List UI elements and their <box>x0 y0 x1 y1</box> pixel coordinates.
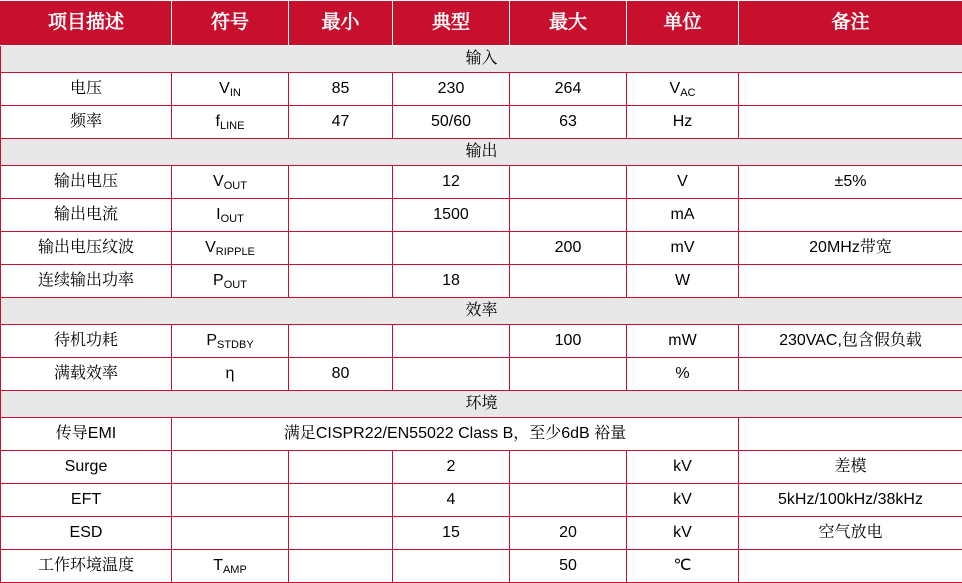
table-row <box>1 418 962 451</box>
cell-description: EFT <box>1 484 172 517</box>
cell-typ: 18 <box>393 265 510 298</box>
cell-remark <box>739 550 962 583</box>
cell-min <box>289 265 393 298</box>
column-header-min: 最小 <box>289 1 393 46</box>
cell-description: 输出电压纹波 <box>1 232 172 265</box>
cell-max <box>510 358 627 391</box>
column-header-remark: 备注 <box>739 1 962 46</box>
unit-main: % <box>675 365 689 382</box>
cell-remark <box>739 106 962 139</box>
unit-main: Hz <box>673 113 693 130</box>
cell-unit <box>627 199 739 232</box>
table-body <box>1 46 962 583</box>
table-row <box>1 265 962 298</box>
table-row <box>1 199 962 232</box>
symbol-main: T <box>213 557 223 574</box>
table-row <box>1 73 962 106</box>
table-row <box>1 358 962 391</box>
cell-description: Surge <box>1 451 172 484</box>
cell-description: 频率 <box>1 106 172 139</box>
cell-symbol <box>172 451 289 484</box>
cell-typ: 50/60 <box>393 106 510 139</box>
cell-max <box>510 166 627 199</box>
section-label: 输入 <box>1 46 962 73</box>
section-label: 输出 <box>1 139 962 166</box>
cell-typ <box>393 550 510 583</box>
cell-symbol <box>172 325 289 358</box>
cell-typ: 230 <box>393 73 510 106</box>
cell-max: 200 <box>510 232 627 265</box>
cell-symbol <box>172 358 289 391</box>
column-header-typ: 典型 <box>393 1 510 46</box>
cell-remark <box>739 73 962 106</box>
cell-min <box>289 484 393 517</box>
cell-max: 63 <box>510 106 627 139</box>
symbol-main: f <box>216 113 220 130</box>
symbol-main: P <box>206 332 217 349</box>
cell-unit <box>627 550 739 583</box>
table-row <box>1 517 962 550</box>
cell-description: 满载效率 <box>1 358 172 391</box>
symbol-subscript: IN <box>230 87 241 99</box>
symbol-main: I <box>216 206 220 223</box>
cell-unit <box>627 358 739 391</box>
section-row <box>1 298 962 325</box>
symbol-subscript: AMP <box>223 564 247 576</box>
cell-max <box>510 265 627 298</box>
cell-symbol <box>172 550 289 583</box>
cell-min <box>289 451 393 484</box>
cell-max: 264 <box>510 73 627 106</box>
cell-min <box>289 325 393 358</box>
cell-symbol <box>172 199 289 232</box>
cell-typ: 12 <box>393 166 510 199</box>
unit-main: kV <box>673 524 692 541</box>
cell-symbol <box>172 517 289 550</box>
symbol-main: P <box>213 272 224 289</box>
cell-description: 工作环境温度 <box>1 550 172 583</box>
cell-description: 传导EMI <box>1 418 172 451</box>
table-row <box>1 232 962 265</box>
cell-remark: 5kHz/100kHz/38kHz <box>739 484 962 517</box>
cell-description: 连续输出功率 <box>1 265 172 298</box>
table-header <box>1 1 962 46</box>
section-row <box>1 46 962 73</box>
cell-typ: 2 <box>393 451 510 484</box>
cell-description: 待机功耗 <box>1 325 172 358</box>
cell-min: 47 <box>289 106 393 139</box>
symbol-main: V <box>219 80 230 97</box>
unit-subscript: AC <box>680 87 695 99</box>
table-header-row <box>1 1 962 46</box>
symbol-subscript: OUT <box>224 279 247 291</box>
cell-unit <box>627 517 739 550</box>
cell-symbol <box>172 106 289 139</box>
symbol-main: V <box>213 173 224 190</box>
cell-min: 80 <box>289 358 393 391</box>
cell-typ: 15 <box>393 517 510 550</box>
cell-min <box>289 517 393 550</box>
cell-symbol <box>172 265 289 298</box>
cell-max <box>510 451 627 484</box>
table-row <box>1 166 962 199</box>
unit-main: mV <box>671 239 695 256</box>
cell-typ: 1500 <box>393 199 510 232</box>
cell-typ <box>393 358 510 391</box>
section-label: 环境 <box>1 391 962 418</box>
cell-unit <box>627 232 739 265</box>
cell-merged-value: 满足CISPR22/EN55022 Class B，至少6dB 裕量 <box>172 418 739 451</box>
cell-remark <box>739 358 962 391</box>
cell-remark <box>739 265 962 298</box>
cell-unit <box>627 451 739 484</box>
column-header-unit: 单位 <box>627 1 739 46</box>
table-row <box>1 484 962 517</box>
symbol-main: V <box>205 239 216 256</box>
cell-remark: ±5% <box>739 166 962 199</box>
cell-max: 50 <box>510 550 627 583</box>
cell-max: 20 <box>510 517 627 550</box>
table-row <box>1 325 962 358</box>
cell-min <box>289 199 393 232</box>
unit-main: ℃ <box>674 557 692 574</box>
cell-min <box>289 550 393 583</box>
unit-main: mW <box>668 332 696 349</box>
symbol-subscript: RIPPLE <box>216 246 255 258</box>
cell-min <box>289 232 393 265</box>
cell-description: 输出电流 <box>1 199 172 232</box>
cell-unit <box>627 325 739 358</box>
cell-description: 输出电压 <box>1 166 172 199</box>
cell-symbol <box>172 232 289 265</box>
cell-typ: 4 <box>393 484 510 517</box>
cell-description: ESD <box>1 517 172 550</box>
cell-remark: 空气放电 <box>739 517 962 550</box>
cell-max <box>510 199 627 232</box>
unit-main: kV <box>673 491 692 508</box>
cell-unit <box>627 106 739 139</box>
cell-remark: 20MHz带宽 <box>739 232 962 265</box>
table-row <box>1 106 962 139</box>
symbol-subscript: OUT <box>221 213 244 225</box>
section-row <box>1 391 962 418</box>
cell-symbol <box>172 166 289 199</box>
cell-symbol <box>172 484 289 517</box>
cell-unit <box>627 265 739 298</box>
section-label: 效率 <box>1 298 962 325</box>
column-header-symbol: 符号 <box>172 1 289 46</box>
unit-main: V <box>677 173 688 190</box>
unit-main: V <box>670 80 681 97</box>
cell-remark: 230VAC,包含假负载 <box>739 325 962 358</box>
cell-description: 电压 <box>1 73 172 106</box>
cell-typ <box>393 232 510 265</box>
cell-min <box>289 166 393 199</box>
column-header-max: 最大 <box>510 1 627 46</box>
cell-min: 85 <box>289 73 393 106</box>
symbol-subscript: LINE <box>220 120 244 132</box>
section-row <box>1 139 962 166</box>
cell-max: 100 <box>510 325 627 358</box>
table-row <box>1 451 962 484</box>
cell-remark <box>739 418 962 451</box>
cell-unit <box>627 484 739 517</box>
cell-unit <box>627 73 739 106</box>
table-row <box>1 550 962 583</box>
cell-typ <box>393 325 510 358</box>
symbol-subscript: STDBY <box>217 339 254 351</box>
unit-main: W <box>675 272 690 289</box>
cell-remark: 差模 <box>739 451 962 484</box>
cell-unit <box>627 166 739 199</box>
symbol-subscript: OUT <box>224 180 247 192</box>
cell-symbol <box>172 73 289 106</box>
symbol-main: η <box>226 365 235 382</box>
unit-main: mA <box>671 206 695 223</box>
cell-remark <box>739 199 962 232</box>
column-header-description: 项目描述 <box>1 1 172 46</box>
cell-max <box>510 484 627 517</box>
unit-main: kV <box>673 458 692 475</box>
